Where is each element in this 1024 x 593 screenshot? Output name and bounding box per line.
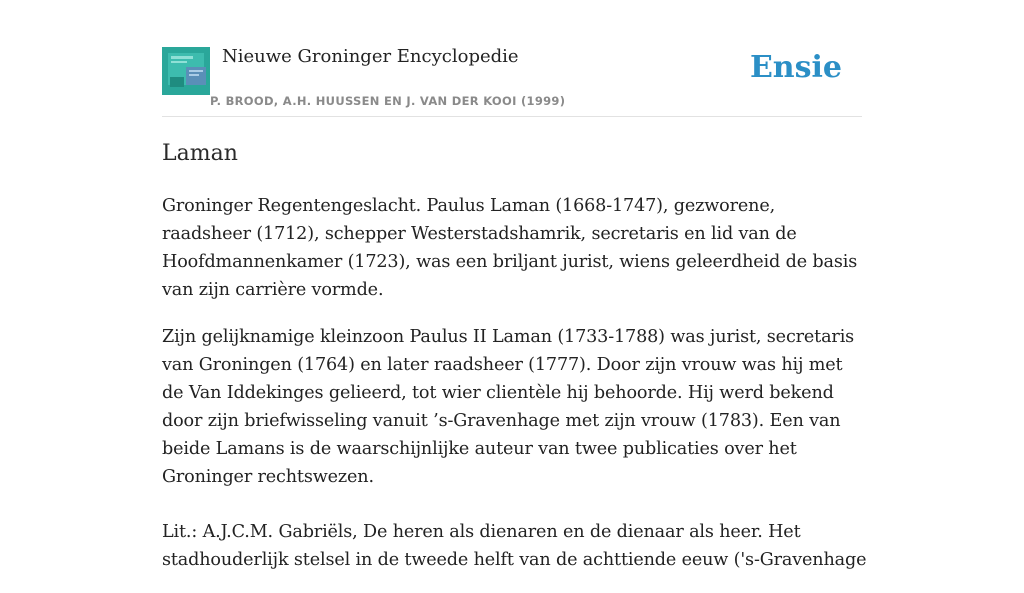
book-header <box>162 46 862 117</box>
book-authors: P. BROOD, A.H. HUUSSEN EN J. VAN DER KOOI (1999) <box>210 94 566 108</box>
ensie-logo-link[interactable]: Ensie <box>749 50 842 85</box>
article <box>162 138 867 593</box>
book-cover-image <box>162 47 210 95</box>
article-title: Laman <box>162 141 238 166</box>
book-cover-thumbnail[interactable] <box>162 47 210 95</box>
article-paragraph-1: Groninger Regentengeslacht. Paulus Laman (1668-1747), gezworene, raadsheer (1712), schepper Westerstadshamrik, secretaris en lid van de Hoofdmannenkamer (1723), was een briljant jurist, wiens geleerdheid de basis van zijn carrière vormde. <box>162 196 858 300</box>
book-title[interactable]: Nieuwe Groninger Encyclopedie <box>222 46 519 67</box>
article-literature: Lit.: A.J.C.M. Gabriëls, De heren als dienaren en de dienaar als heer. Het stadhouderlijk stelsel in de tweede helft van de achttiende eeuw ('s-Gravenhage <box>162 522 867 570</box>
article-paragraph-2: Zijn gelijknamige kleinzoon Paulus II Laman (1733-1788) was jurist, secretaris van Groningen (1764) en later raadsheer (1777). Door zijn vrouw was hij met de Van Iddekinges gelieerd, tot wier clientèle hij behoorde. Hij werd bekend door zijn briefwisseling vanuit ’s-Gravenhage met zijn vrouw (1783). Een van beide Lamans is de waarschijnlijke auteur van twee publicaties over het Groninger rechtswezen. <box>162 327 855 487</box>
